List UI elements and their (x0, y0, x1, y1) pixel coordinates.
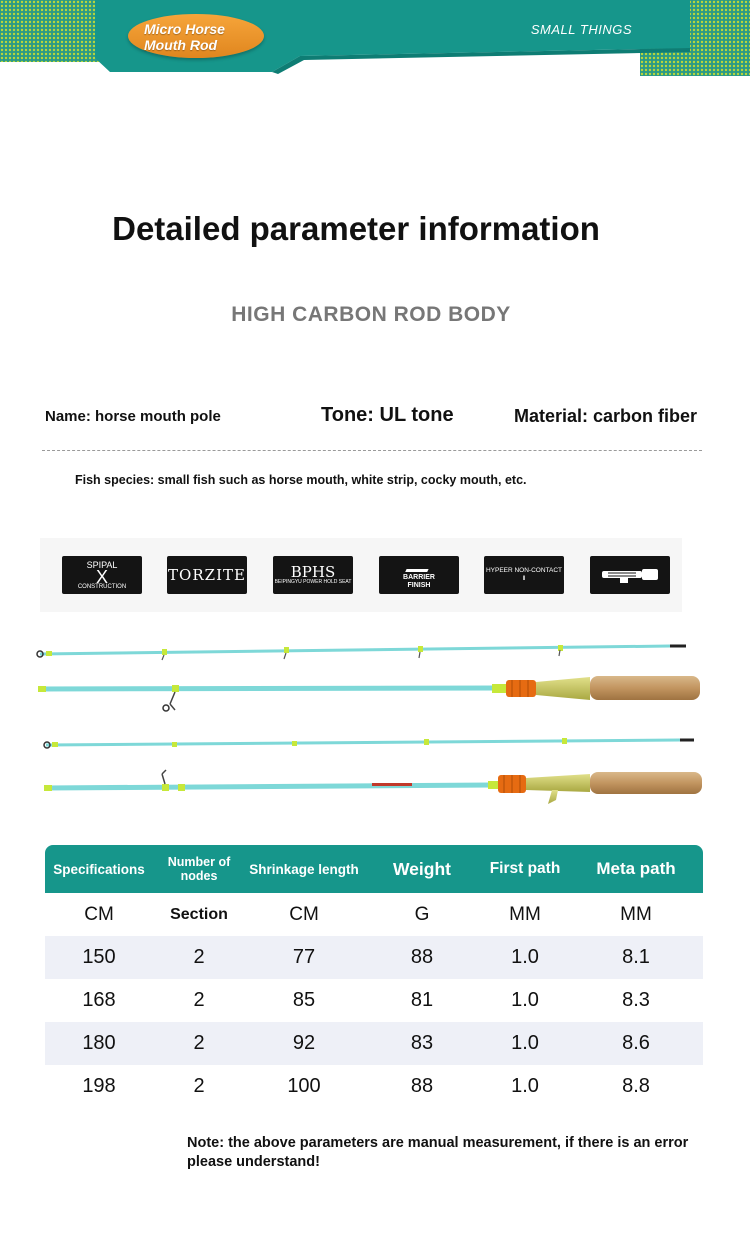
table-cell: 1.0 (511, 1075, 539, 1097)
table-header (45, 845, 703, 893)
bphs-icon (273, 556, 353, 594)
rods-illustration (30, 632, 710, 832)
feature-label: BPHS (290, 562, 336, 581)
fish-species: Fish species: small fish such as horse mouth, white strip, cocky mouth, etc. (75, 473, 527, 487)
table-row (45, 979, 703, 1022)
table-cell: 8.1 (622, 946, 650, 968)
table-cell: 92 (292, 1032, 316, 1054)
header-first-path: First path (489, 860, 561, 877)
table-cell: 8.3 (622, 989, 650, 1011)
table-cell: 85 (292, 989, 316, 1011)
table-units-row (45, 893, 703, 936)
unit-cell: Section (170, 905, 228, 923)
unit-cell: G (414, 903, 430, 925)
feature-label: BARRIER (403, 574, 435, 581)
table-cell: 8.6 (622, 1032, 650, 1054)
table-row (45, 1022, 703, 1065)
brand-title: Micro Horse Mouth Rod (144, 21, 225, 53)
table-cell: 198 (82, 1075, 116, 1097)
feature-label: FINISH (407, 582, 431, 589)
feature-label: TORZITE (168, 566, 246, 584)
disclaimer-note: Note: the above parameters are manual measurement, if there is an error please understand! (187, 1135, 689, 1170)
feature-label: HYPEER NON-CONTACT Ⅱ (485, 567, 563, 582)
reel-seat-graphic (598, 565, 662, 585)
unit-cell: MM (509, 903, 541, 925)
table-cell: 1.0 (511, 1032, 539, 1054)
table-cell: 180 (82, 1032, 116, 1054)
table-cell: 81 (410, 989, 434, 1011)
table-cell: 8.8 (622, 1075, 650, 1097)
table-cell: 77 (292, 946, 316, 968)
divider (42, 450, 702, 451)
table-cell: 88 (410, 946, 434, 968)
feature-label: CONSTRUCTION (77, 583, 127, 590)
spec-tone: Tone: UL tone (321, 404, 454, 426)
table-cell: 2 (193, 989, 205, 1011)
spec-name: Name: horse mouth pole (45, 408, 221, 425)
unit-cell: CM (84, 903, 114, 925)
barrier-arrow-icon (405, 560, 433, 572)
table-cell: 2 (193, 1075, 205, 1097)
unit-cell: CM (289, 903, 319, 925)
page-title: Detailed parameter information (112, 210, 600, 247)
table-cell: 83 (410, 1032, 434, 1054)
feature-label: X (95, 566, 108, 587)
unit-cell: MM (620, 903, 652, 925)
table-cell: 2 (193, 1032, 205, 1054)
barrier-finish-icon (379, 556, 459, 594)
header-meta-path: Meta path (596, 859, 676, 878)
spec-material: Material: carbon fiber (514, 406, 698, 426)
table-row (45, 1065, 703, 1108)
table-cell: 1.0 (511, 989, 539, 1011)
table-cell: 88 (410, 1075, 434, 1097)
table-cell: 150 (82, 946, 116, 968)
parameter-table (45, 845, 703, 1108)
spiral-x-icon (62, 556, 142, 594)
rod-2-tip (44, 738, 694, 748)
header-weight: Weight (392, 858, 451, 879)
reel-seat-icon (590, 556, 670, 594)
header-nodes: Number of nodes (167, 855, 231, 883)
feature-label: BEIPINGYU POWER HOLD SEAT (274, 578, 352, 585)
header-specifications: Specifications (53, 861, 145, 877)
non-contact-icon (484, 556, 564, 594)
table-cell: 168 (82, 989, 116, 1011)
table-cell: 2 (193, 946, 205, 968)
rod-1-tip (37, 645, 686, 660)
torzite-icon (167, 556, 247, 594)
header-shrinkage: Shrinkage length (249, 861, 359, 877)
section-subtitle: HIGH CARBON ROD BODY (231, 303, 511, 326)
table-cell: 1.0 (511, 946, 539, 968)
tagline: SMALL THINGS (530, 22, 632, 37)
table-cell: 100 (287, 1075, 321, 1097)
header-banner (0, 0, 750, 80)
table-row (45, 936, 703, 979)
rod-1-butt (38, 676, 700, 711)
feature-label: SPIPAL (86, 559, 118, 570)
rod-2-butt (44, 770, 702, 804)
